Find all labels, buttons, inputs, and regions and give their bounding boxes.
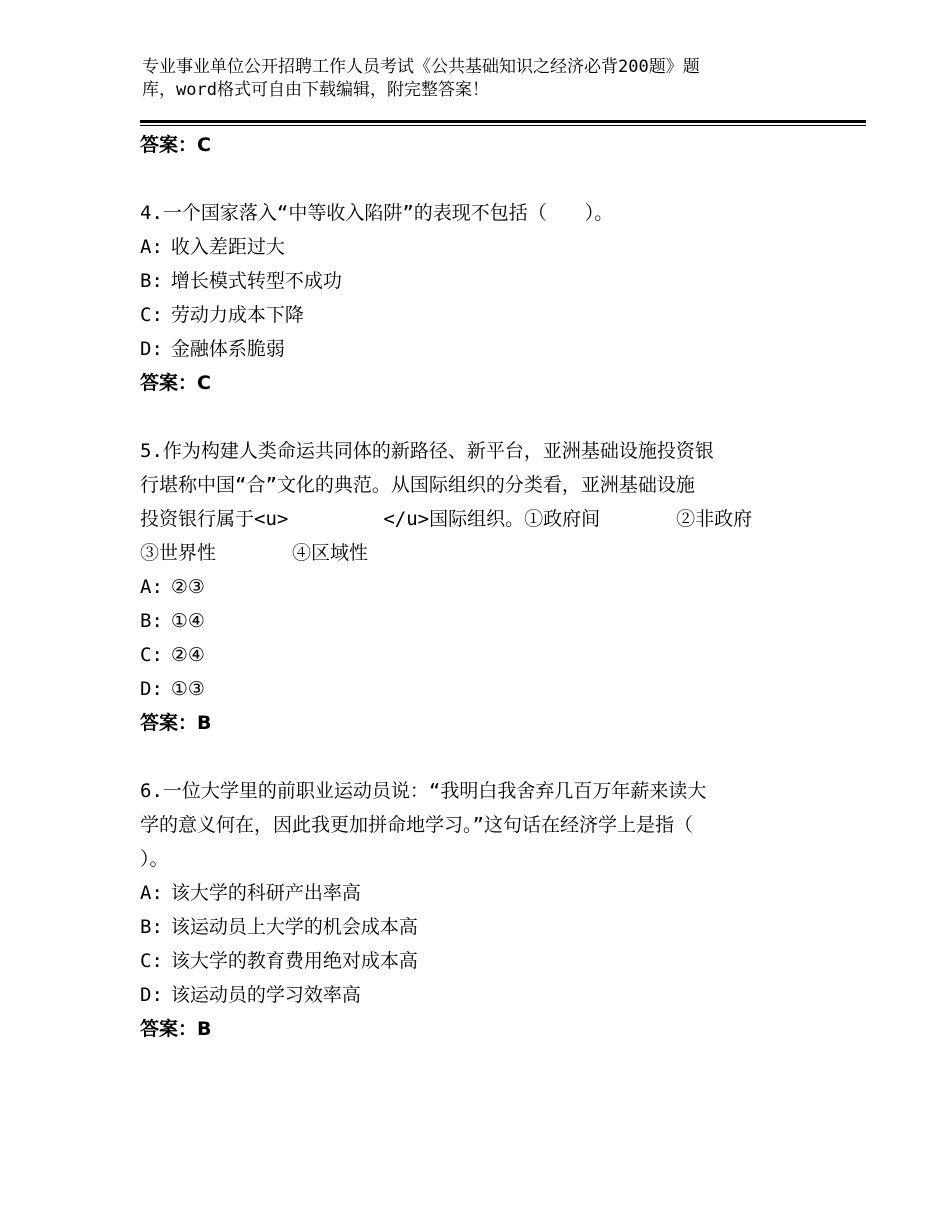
stem-line: ③世界性 ④区域性 xyxy=(140,542,369,564)
option-label: A: xyxy=(140,576,163,598)
question-stem xyxy=(140,196,808,230)
option-label: D: xyxy=(140,338,163,360)
stem-line: 投资银行属于<u> </u>国际组织。①政府间 ②非政府 xyxy=(140,508,753,530)
option-label: D: xyxy=(140,678,163,700)
stem-line: 6.一位大学里的前职业运动员说：“我明白我舍弃几百万年薪来读大 xyxy=(140,780,707,802)
option-c xyxy=(140,298,808,332)
option-text: 收入差距过大 xyxy=(170,236,285,258)
option-b xyxy=(140,910,808,944)
option-text: 该大学的科研产出率高 xyxy=(170,882,361,904)
option-label: A: xyxy=(140,882,163,904)
answer: 答案：C xyxy=(140,372,211,394)
question-stem xyxy=(140,434,808,570)
header-rule-thick xyxy=(140,120,866,123)
answer-previous: 答案：C xyxy=(140,134,211,156)
option-label: C: xyxy=(140,644,163,666)
header-rule-thin xyxy=(140,125,866,126)
option-label: C: xyxy=(140,304,163,326)
option-d xyxy=(140,672,808,706)
option-text: ②④ xyxy=(170,644,205,666)
option-d xyxy=(140,978,808,1012)
header-line-2: 库，word格式可自由下载编辑，附完整答案！ xyxy=(142,80,489,100)
option-label: B: xyxy=(140,916,163,938)
option-a xyxy=(140,570,808,604)
option-a xyxy=(140,230,808,264)
stem-line: 学的意义何在，因此我更加拼命地学习。”这句话在经济学上是指（ xyxy=(140,814,693,836)
option-text: ①③ xyxy=(170,678,205,700)
header-line-1: 专业事业单位公开招聘工作人员考试《公共基础知识之经济必背200题》题 xyxy=(142,57,700,77)
option-c xyxy=(140,638,808,672)
option-label: D: xyxy=(140,984,163,1006)
option-b xyxy=(140,264,808,298)
option-text: 该运动员的学习效率高 xyxy=(170,984,361,1006)
option-c xyxy=(140,944,808,978)
option-label: C: xyxy=(140,950,163,972)
option-text: 金融体系脆弱 xyxy=(170,338,285,360)
option-text: 该运动员上大学的机会成本高 xyxy=(170,916,418,938)
option-label: B: xyxy=(140,270,163,292)
stem-line: 4.一个国家落入“中等收入陷阱”的表现不包括（ ）。 xyxy=(140,202,614,224)
option-text: ②③ xyxy=(170,576,205,598)
answer: 答案：B xyxy=(140,712,212,734)
option-label: A: xyxy=(140,236,163,258)
option-text: ①④ xyxy=(170,610,205,632)
question-5 xyxy=(140,434,808,740)
option-text: 该大学的教育费用绝对成本高 xyxy=(170,950,418,972)
document-content xyxy=(140,128,808,1046)
answer: 答案：B xyxy=(140,1018,212,1040)
question-stem xyxy=(140,774,808,876)
option-text: 增长模式转型不成功 xyxy=(170,270,342,292)
question-6 xyxy=(140,774,808,1046)
stem-line: ）。 xyxy=(140,848,169,870)
option-a xyxy=(140,876,808,910)
option-text: 劳动力成本下降 xyxy=(170,304,304,326)
option-label: B: xyxy=(140,610,163,632)
stem-line: 5.作为构建人类命运共同体的新路径、新平台，亚洲基础设施投资银 xyxy=(140,440,714,462)
option-d xyxy=(140,332,808,366)
question-4 xyxy=(140,196,808,400)
document-header xyxy=(142,56,782,102)
option-b xyxy=(140,604,808,638)
stem-line: 行堪称中国“合”文化的典范。从国际组织的分类看，亚洲基础设施 xyxy=(140,474,695,496)
